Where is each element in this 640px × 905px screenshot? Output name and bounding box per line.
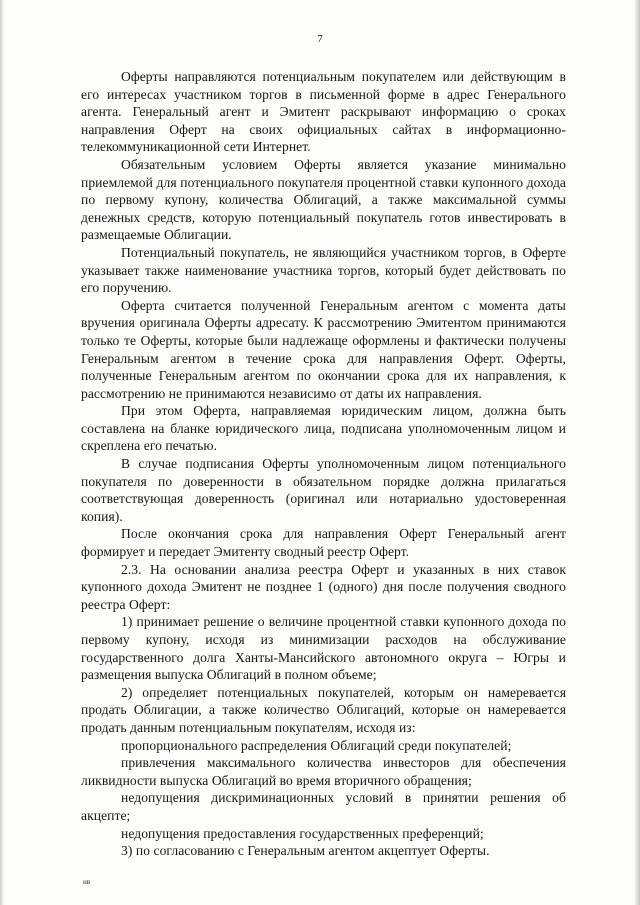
- paragraph-legal-entity: При этом Оферта, направляемая юридическим лицом, должна быть составлена на бланке юридического лица, подписана уполномоченным лицом и скреплена его печатью.: [81, 403, 566, 454]
- document-body: [81, 68, 566, 860]
- paragraph-criterion-preferences: недопущения предоставления государственных преференций;: [121, 825, 484, 841]
- scan-edge-right: [634, 0, 640, 905]
- paragraph-item-3: 3) по согласованию с Генеральным агентом акцептует Оферты.: [121, 843, 490, 859]
- page-number: 7: [317, 33, 323, 45]
- paragraph-criterion-investors: привлечения максимального количества инвесторов для обеспечения ликвидности выпуска Облигаций во время вторичного обращения;: [81, 755, 566, 788]
- paragraph-criterion-discrimination: недопущения дискриминационных условий в принятии решения об акцепте;: [81, 790, 566, 823]
- footer-mark: нв: [83, 878, 91, 886]
- paragraph-offer-requirements: Обязательным условием Оферты является указание минимально приемлемой для потенциального покупателя процентной ставки купонного дохода по первому купону, количества Облигаций, а также максимальной суммы денежных средств, которую потенциальный покупатель готов инвестировать в размещаемые Облигации.: [81, 156, 566, 243]
- scan-edge-left: [0, 0, 4, 905]
- paragraph-criterion-proportional: пропорционального распределения Облигаций среди покупателей;: [121, 737, 512, 753]
- paragraph-item-1: 1) принимает решение о величине процентной ставки купонного дохода по первому купону, исходя из минимизации расходов на обслуживание государственного долга Ханты-Мансийского автономного округа – Югры и размещения выпуска Облигаций в полном объеме;: [81, 614, 566, 683]
- paragraph-non-participant: Потенциальный покупатель, не являющийся участником торгов, в Оферте указывает также наименование участника торгов, который будет действовать по его поручению.: [81, 244, 566, 296]
- paragraph-offer-receipt: Оферта считается полученной Генеральным агентом с момента даты вручения оригинала Оферты адресату. К рассмотрению Эмитентом принимаются только те Оферты, которые были надлежаще оформлены и фактически получены Генеральным агентом в течение срока для направления Оферт. Оферты, полученные Генеральным агентом по окончании срока для их направления, к рассмотрению не принимаются независимо от даты их направления.: [81, 297, 566, 401]
- paragraph-section-2-3: 2.3. На основании анализа реестра Оферт и указанных в них ставок купонного дохода Эмитент не позднее 1 (одного) дня после получения сводного реестра Оферт:: [81, 561, 566, 612]
- paragraph-power-of-attorney: В случае подписания Оферты уполномоченным лицом потенциального покупателя по доверенности в обязательном порядке должна прилагаться соответствующая доверенность (оригинал или нотариально удостоверенная копия).: [81, 456, 566, 524]
- paragraph-offer-submission: Оферты направляются потенциальным покупателем или действующим в его интересах участником торгов в письменной форме в адрес Генерального агента. Генеральный агент и Эмитент раскрывают информацию о сроках направления Оферт на своих официальных сайтах в информационно-телекоммуникационной сети Интернет.: [81, 69, 566, 155]
- paragraph-item-2: 2) определяет потенциальных покупателей, которым он намеревается продать Облигации, а также количество Облигаций, которые он намеревается продать данным потенциальным покупателям, исходя из:: [81, 684, 566, 735]
- paragraph-consolidated-register: После окончания срока для направления Оферт Генеральный агент формирует и передает Эмитенту сводный реестр Оферт.: [81, 526, 566, 560]
